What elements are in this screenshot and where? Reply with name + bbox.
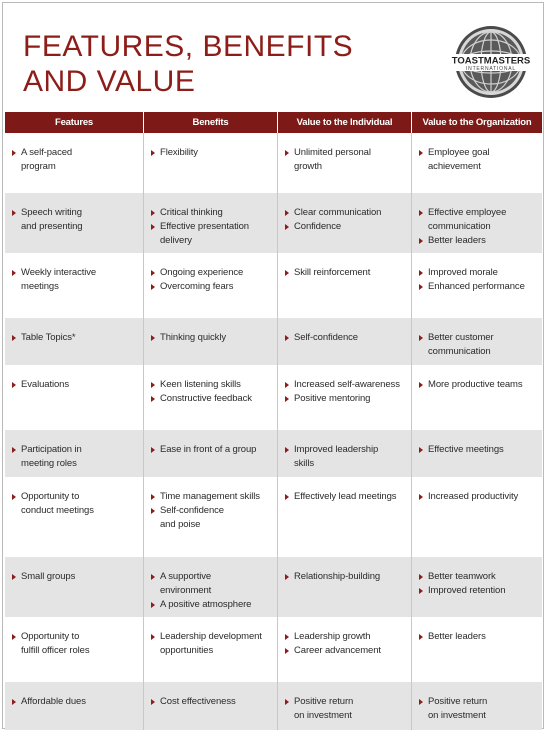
bullet-text: Better teamwork — [428, 571, 496, 582]
bullet-item — [21, 490, 137, 518]
bullet-item — [294, 206, 405, 220]
bullet-text: on investment — [294, 710, 352, 721]
bullet-text: Ongoing experience — [160, 267, 244, 278]
bullet-item — [160, 266, 271, 280]
bullet-item — [160, 331, 271, 345]
table-row — [5, 365, 542, 430]
table-cell-individual — [277, 193, 411, 253]
bullet-item — [294, 630, 405, 644]
bullet-text: Positive return — [428, 696, 488, 707]
bullet-text: A self-paced — [21, 147, 73, 158]
table-cell-features — [5, 253, 143, 318]
bullet-text: Improved retention — [428, 585, 506, 596]
bullet-item — [428, 695, 536, 723]
bullet-text: Enhanced performance — [428, 281, 525, 292]
bullet-item — [428, 146, 536, 174]
table-row — [5, 193, 542, 253]
table-cell-features — [5, 477, 143, 557]
bullet-text: Evaluations — [21, 379, 70, 390]
table-cell-features — [5, 557, 143, 617]
table-cell-benefits — [143, 477, 277, 557]
bullet-item — [160, 206, 271, 220]
table-cell-features — [5, 133, 143, 193]
table-cell-benefits — [143, 430, 277, 477]
bullet-item — [21, 266, 137, 294]
table-cell-benefits — [143, 253, 277, 318]
bullet-text: communication — [428, 346, 491, 357]
logo-subtext: INTERNATIONAL — [465, 66, 517, 72]
bullet-text: A supportive — [160, 571, 212, 582]
table-row — [5, 477, 542, 557]
bullet-text: Better leaders — [428, 235, 486, 246]
bullet-item — [428, 331, 536, 359]
bullet-item — [21, 570, 137, 584]
table-cell-individual — [277, 253, 411, 318]
bullet-text: and presenting — [21, 221, 83, 232]
table-cell-organization — [411, 365, 542, 430]
bullet-item — [428, 280, 536, 294]
bullet-text: skills — [294, 458, 314, 469]
bullet-text: Flexibility — [160, 147, 198, 158]
bullet-text: Self-confidence — [160, 505, 224, 516]
features-table — [5, 112, 542, 730]
table-cell-features — [5, 193, 143, 253]
bullet-item — [160, 630, 271, 658]
table-cell-benefits — [143, 365, 277, 430]
bullet-text: Effective presentation — [160, 221, 249, 232]
table-cell-individual — [277, 682, 411, 730]
bullet-text: Positive return — [294, 696, 354, 707]
bullet-text: Better leaders — [428, 631, 486, 642]
bullet-text: conduct meetings — [21, 505, 94, 516]
bullet-text: and poise — [160, 519, 201, 530]
table-cell-individual — [277, 365, 411, 430]
bullet-item — [428, 206, 536, 234]
bullet-item — [160, 443, 271, 457]
bullet-item — [428, 490, 536, 504]
table-row — [5, 133, 542, 193]
bullet-text: Effective meetings — [428, 444, 504, 455]
bullet-item — [160, 392, 271, 406]
bullet-text: Improved leadership — [294, 444, 379, 455]
table-body — [5, 133, 542, 730]
table-cell-benefits — [143, 133, 277, 193]
table-cell-benefits — [143, 682, 277, 730]
logo-text: TOASTMASTERS — [451, 55, 531, 67]
bullet-item — [294, 570, 405, 584]
bullet-text: Participation in — [21, 444, 82, 455]
bullet-item — [160, 146, 271, 160]
bullet-item — [21, 378, 137, 392]
bullet-text: Self-confidence — [294, 332, 358, 343]
bullet-item — [21, 146, 137, 174]
header-value-individual: Value to the Individual — [277, 112, 411, 133]
bullet-item — [160, 280, 271, 294]
bullet-text: Leadership development — [160, 631, 262, 642]
bullet-text: meeting roles — [21, 458, 77, 469]
bullet-item — [428, 570, 536, 584]
table-cell-organization — [411, 682, 542, 730]
bullet-item — [294, 443, 405, 471]
bullet-text: Skill reinforcement — [294, 267, 371, 278]
bullet-item — [160, 378, 271, 392]
table-cell-benefits — [143, 193, 277, 253]
bullet-text: Increased self-awareness — [294, 379, 400, 390]
bullet-text: Constructive feedback — [160, 393, 252, 404]
table-cell-features — [5, 318, 143, 365]
bullet-text: achievement — [428, 161, 481, 172]
bullet-item — [294, 490, 405, 504]
bullet-text: Effectively lead meetings — [294, 491, 397, 502]
bullet-text: Clear communication — [294, 207, 382, 218]
bullet-item — [428, 584, 536, 598]
table-cell-individual — [277, 477, 411, 557]
table-cell-organization — [411, 133, 542, 193]
bullet-item — [21, 695, 137, 709]
page-title-line: AND VALUE — [23, 65, 196, 98]
bullet-item — [294, 644, 405, 658]
bullet-text: program — [21, 161, 56, 172]
bullet-item — [428, 443, 536, 457]
bullet-text: delivery — [160, 235, 192, 246]
bullet-text: opportunities — [160, 645, 214, 656]
bullet-text: Time management skills — [160, 491, 260, 502]
bullet-item — [160, 504, 271, 532]
bullet-text: Career advancement — [294, 645, 381, 656]
table-cell-individual — [277, 557, 411, 617]
bullet-item — [160, 695, 271, 709]
bullet-item — [428, 234, 536, 248]
bullet-item — [294, 331, 405, 345]
bullet-text: Opportunity to — [21, 631, 80, 642]
bullet-text: communication — [428, 221, 491, 232]
bullet-text: Leadership growth — [294, 631, 371, 642]
bullet-text: Opportunity to — [21, 491, 80, 502]
page-title — [23, 29, 353, 99]
table-header — [5, 112, 542, 133]
table-row — [5, 318, 542, 365]
table-cell-organization — [411, 617, 542, 682]
bullet-text: Improved morale — [428, 267, 498, 278]
bullet-text: More productive teams — [428, 379, 523, 390]
table-row — [5, 253, 542, 318]
bullet-text: Thinking quickly — [160, 332, 226, 343]
bullet-text: Positive mentoring — [294, 393, 371, 404]
bullet-text: Weekly interactive — [21, 267, 97, 278]
bullet-text: Speech writing — [21, 207, 82, 218]
bullet-text: Table Topics* — [21, 332, 76, 343]
bullet-text: A positive atmosphere — [160, 599, 252, 610]
bullet-text: environment — [160, 585, 212, 596]
bullet-item — [294, 146, 405, 174]
table-row — [5, 682, 542, 730]
table-cell-features — [5, 365, 143, 430]
table-cell-benefits — [143, 617, 277, 682]
table-row — [5, 430, 542, 477]
header-value-organization: Value to the Organization — [411, 112, 542, 133]
bullet-text: Effective employee — [428, 207, 507, 218]
table-cell-organization — [411, 557, 542, 617]
table-cell-organization — [411, 318, 542, 365]
table-cell-individual — [277, 430, 411, 477]
table-row — [5, 557, 542, 617]
bullet-text: Affordable dues — [21, 696, 86, 707]
bullet-text: fulfill officer roles — [21, 645, 90, 656]
bullet-item — [160, 570, 271, 598]
bullet-text: Unlimited personal — [294, 147, 371, 158]
bullet-text: Overcoming fears — [160, 281, 234, 292]
bullet-text: Relationship-building — [294, 571, 381, 582]
bullet-item — [294, 378, 405, 392]
bullet-text: Keen listening skills — [160, 379, 241, 390]
table-cell-individual — [277, 133, 411, 193]
bullet-item — [294, 695, 405, 723]
table-cell-organization — [411, 253, 542, 318]
table-cell-benefits — [143, 557, 277, 617]
bullet-item — [21, 331, 137, 345]
bullet-item — [428, 266, 536, 280]
document-page — [2, 2, 544, 729]
bullet-text: growth — [294, 161, 322, 172]
bullet-item — [21, 443, 137, 471]
table-cell-organization — [411, 430, 542, 477]
table-cell-organization — [411, 477, 542, 557]
bullet-text: meetings — [21, 281, 59, 292]
bullet-text: Cost effectiveness — [160, 696, 236, 707]
bullet-item — [428, 378, 536, 392]
table-cell-features — [5, 617, 143, 682]
bullet-item — [21, 630, 137, 658]
bullet-text: on investment — [428, 710, 486, 721]
table-cell-benefits — [143, 318, 277, 365]
bullet-text: Increased productivity — [428, 491, 519, 502]
header-benefits: Benefits — [143, 112, 277, 133]
bullet-item — [160, 220, 271, 248]
bullet-item — [160, 598, 271, 612]
bullet-text: Better customer — [428, 332, 494, 343]
page-title-line: FEATURES, BENEFITS — [23, 30, 354, 63]
table-cell-organization — [411, 193, 542, 253]
bullet-item — [21, 206, 137, 234]
bullet-text: Ease in front of a group — [160, 444, 257, 455]
bullet-text: Small groups — [21, 571, 76, 582]
header-features: Features — [54, 117, 93, 128]
table-cell-features — [5, 430, 143, 477]
table-cell-features — [5, 682, 143, 730]
table-cell-individual — [277, 617, 411, 682]
bullet-item — [428, 630, 536, 644]
toastmasters-logo — [447, 24, 535, 100]
bullet-text: Confidence — [294, 221, 342, 232]
bullet-item — [294, 392, 405, 406]
bullet-text: Employee goal — [428, 147, 490, 158]
bullet-item — [294, 220, 405, 234]
bullet-item — [160, 490, 271, 504]
table-row — [5, 617, 542, 682]
table-cell-individual — [277, 318, 411, 365]
bullet-text: Critical thinking — [160, 207, 223, 218]
bullet-item — [294, 266, 405, 280]
